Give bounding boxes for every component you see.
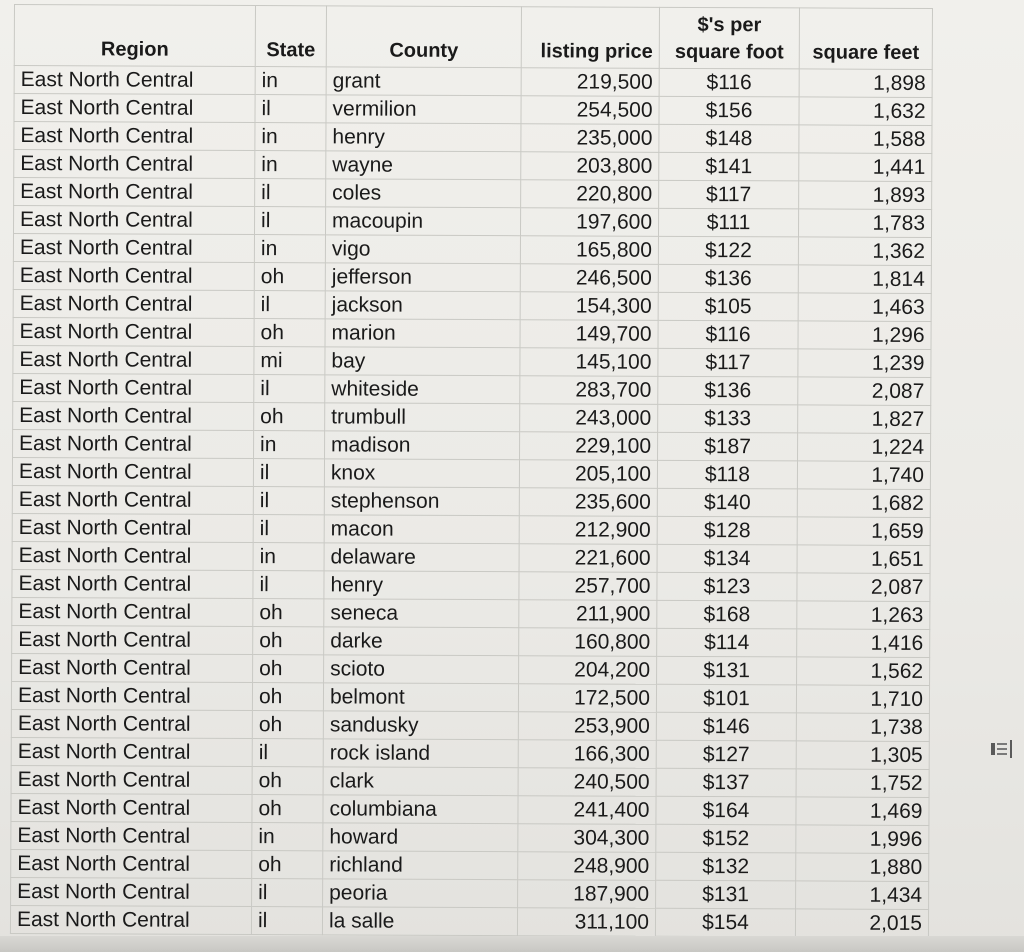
table-row xyxy=(14,150,932,182)
cell-region[interactable]: East North Central xyxy=(13,206,254,235)
cell-county[interactable]: trumbull xyxy=(325,403,520,432)
column-header-listing-price[interactable]: listing price xyxy=(521,7,659,69)
cell-county[interactable]: vigo xyxy=(325,235,520,264)
cell-state[interactable]: il xyxy=(253,515,324,543)
table-row xyxy=(11,709,929,741)
cell-price-per-sqft[interactable]: $128 xyxy=(657,516,797,545)
cell-price-per-sqft[interactable]: $117 xyxy=(658,348,798,377)
cell-region[interactable]: East North Central xyxy=(12,625,253,654)
cell-state[interactable]: il xyxy=(255,179,326,207)
cell-price-per-sqft[interactable]: $152 xyxy=(656,824,796,853)
cell-state[interactable]: mi xyxy=(254,347,325,375)
table-row xyxy=(13,289,931,321)
cell-square-feet[interactable]: 1,416 xyxy=(797,629,930,658)
cell-listing-price[interactable]: 165,800 xyxy=(520,236,658,265)
cell-region[interactable]: East North Central xyxy=(12,569,253,598)
cell-region[interactable]: East North Central xyxy=(11,737,252,766)
table-row xyxy=(12,653,930,685)
cell-price-per-sqft[interactable]: $187 xyxy=(658,432,798,461)
cell-state[interactable]: il xyxy=(254,207,325,235)
cell-listing-price[interactable]: 212,900 xyxy=(519,516,657,545)
cell-state[interactable]: oh xyxy=(253,655,324,683)
cell-format-icon[interactable] xyxy=(990,738,1016,760)
cell-square-feet[interactable]: 1,632 xyxy=(799,97,932,126)
cell-county[interactable]: grant xyxy=(326,67,521,96)
cell-square-feet[interactable]: 1,659 xyxy=(797,517,930,546)
cell-listing-price[interactable]: 154,300 xyxy=(520,292,658,321)
cell-square-feet[interactable]: 1,738 xyxy=(796,713,929,742)
cell-state[interactable]: in xyxy=(253,543,324,571)
table-row xyxy=(14,94,932,126)
cell-square-feet[interactable]: 1,263 xyxy=(797,601,930,630)
cell-listing-price[interactable]: 240,500 xyxy=(518,768,656,797)
sheet-bottom-edge xyxy=(0,936,1024,952)
cell-state[interactable]: in xyxy=(252,823,323,851)
table-row xyxy=(13,317,931,349)
cell-price-per-sqft[interactable]: $111 xyxy=(658,208,798,237)
cell-listing-price[interactable]: 204,200 xyxy=(519,656,657,685)
cell-square-feet[interactable]: 1,469 xyxy=(796,797,929,826)
cell-square-feet[interactable]: 1,996 xyxy=(796,825,929,854)
cell-region[interactable]: East North Central xyxy=(12,485,253,514)
cell-region[interactable]: East North Central xyxy=(14,66,255,95)
cell-county[interactable]: coles xyxy=(326,179,521,208)
column-header-state[interactable]: State xyxy=(255,6,326,67)
table-row xyxy=(11,681,929,713)
table-row xyxy=(12,541,930,573)
table-row xyxy=(12,625,930,657)
cell-square-feet[interactable]: 1,224 xyxy=(798,433,931,462)
cell-listing-price[interactable]: 253,900 xyxy=(518,712,656,741)
cell-county[interactable]: vermilion xyxy=(326,95,521,124)
cell-county[interactable]: sandusky xyxy=(323,711,518,740)
table-row xyxy=(13,373,931,405)
cell-listing-price[interactable]: 246,500 xyxy=(520,264,658,293)
cell-state[interactable]: in xyxy=(255,123,326,151)
cell-region[interactable]: East North Central xyxy=(12,597,253,626)
cell-price-per-sqft[interactable]: $101 xyxy=(656,684,796,713)
cell-listing-price[interactable]: 187,900 xyxy=(518,880,656,909)
cell-price-per-sqft[interactable]: $148 xyxy=(659,124,799,153)
cell-listing-price[interactable]: 197,600 xyxy=(520,208,658,237)
cell-region[interactable]: East North Central xyxy=(13,345,254,374)
table-row xyxy=(12,457,930,489)
cell-state[interactable]: in xyxy=(254,431,325,459)
cell-price-per-sqft[interactable]: $134 xyxy=(657,544,797,573)
cell-region[interactable]: East North Central xyxy=(14,122,255,151)
cell-state[interactable]: oh xyxy=(252,683,323,711)
cell-state[interactable]: in xyxy=(255,67,326,95)
table-row xyxy=(13,345,931,377)
cell-state[interactable]: oh xyxy=(254,263,325,291)
cell-square-feet[interactable]: 1,239 xyxy=(798,349,931,378)
cell-listing-price[interactable]: 172,500 xyxy=(518,684,656,713)
cell-listing-price[interactable]: 219,500 xyxy=(521,68,659,97)
cell-county[interactable]: wayne xyxy=(326,151,521,180)
table-row xyxy=(11,821,929,853)
cell-square-feet[interactable]: 2,087 xyxy=(798,377,931,406)
cell-region[interactable]: East North Central xyxy=(13,317,254,346)
cell-state[interactable]: oh xyxy=(253,627,324,655)
cell-listing-price[interactable]: 311,100 xyxy=(517,908,655,937)
cell-price-per-sqft[interactable]: $114 xyxy=(657,628,797,657)
cell-state[interactable]: il xyxy=(254,291,325,319)
cell-county[interactable]: delaware xyxy=(324,543,519,572)
cell-state[interactable]: il xyxy=(252,739,323,767)
table-row xyxy=(12,597,930,629)
cell-state[interactable]: il xyxy=(251,907,322,935)
cell-region[interactable]: East North Central xyxy=(10,905,251,934)
table-row xyxy=(13,429,931,461)
column-header-price-per-sqft-line2: square foot xyxy=(674,40,784,64)
cell-square-feet[interactable]: 1,880 xyxy=(796,853,929,882)
cell-state[interactable]: oh xyxy=(252,851,323,879)
cell-state[interactable]: il xyxy=(253,459,324,487)
cell-listing-price[interactable]: 248,900 xyxy=(518,852,656,881)
table-row xyxy=(12,513,930,545)
cell-county[interactable]: rock island xyxy=(323,739,518,768)
cell-county[interactable]: henry xyxy=(326,123,521,152)
cell-listing-price[interactable]: 149,700 xyxy=(520,320,658,349)
table-row xyxy=(14,122,932,154)
cell-region[interactable]: East North Central xyxy=(14,94,255,123)
table-row xyxy=(10,905,928,937)
cell-price-per-sqft[interactable]: $156 xyxy=(659,96,799,125)
cell-county[interactable]: knox xyxy=(324,459,519,488)
table-row xyxy=(14,178,932,210)
cell-price-per-sqft[interactable]: $164 xyxy=(656,796,796,825)
cell-region[interactable]: East North Central xyxy=(14,178,255,207)
table-row xyxy=(11,793,929,825)
cell-listing-price[interactable]: 257,700 xyxy=(519,572,657,601)
cell-price-per-sqft[interactable]: $132 xyxy=(656,852,796,881)
cell-region[interactable]: East North Central xyxy=(11,709,252,738)
cell-square-feet[interactable]: 2,087 xyxy=(797,573,930,602)
cell-state[interactable]: il xyxy=(253,571,324,599)
cell-square-feet[interactable]: 1,588 xyxy=(799,125,932,154)
cell-region[interactable]: East North Central xyxy=(13,401,254,430)
table-row xyxy=(12,569,930,601)
cell-listing-price[interactable]: 221,600 xyxy=(519,544,657,573)
cell-county[interactable]: jefferson xyxy=(325,263,520,292)
table-row xyxy=(11,765,929,797)
cell-county[interactable]: whiteside xyxy=(325,375,520,404)
cell-county[interactable]: belmont xyxy=(323,683,518,712)
cell-price-per-sqft[interactable]: $154 xyxy=(655,908,795,937)
cell-listing-price[interactable]: 241,400 xyxy=(518,796,656,825)
cell-listing-price[interactable]: 203,800 xyxy=(521,152,659,181)
cell-price-per-sqft[interactable]: $136 xyxy=(658,264,798,293)
cell-listing-price[interactable]: 220,800 xyxy=(521,180,659,209)
data-table xyxy=(10,4,933,938)
cell-listing-price[interactable]: 160,800 xyxy=(519,628,657,657)
cell-price-per-sqft[interactable]: $146 xyxy=(656,712,796,741)
cell-region[interactable]: East North Central xyxy=(12,513,253,542)
cell-listing-price[interactable]: 304,300 xyxy=(518,824,656,853)
cell-listing-price[interactable]: 205,100 xyxy=(519,460,657,489)
cell-price-per-sqft[interactable]: $136 xyxy=(658,376,798,405)
cell-listing-price[interactable]: 243,000 xyxy=(520,404,658,433)
cell-square-feet[interactable]: 1,463 xyxy=(798,293,931,322)
cell-listing-price[interactable]: 283,700 xyxy=(520,376,658,405)
cell-square-feet[interactable]: 1,441 xyxy=(799,153,932,182)
cell-square-feet[interactable]: 1,434 xyxy=(796,881,929,910)
cell-square-feet[interactable]: 1,710 xyxy=(796,685,929,714)
cell-region[interactable]: East North Central xyxy=(11,765,252,794)
cell-price-per-sqft[interactable]: $133 xyxy=(658,404,798,433)
cell-county[interactable]: columbiana xyxy=(323,795,518,824)
cell-square-feet[interactable]: 1,898 xyxy=(799,69,932,98)
table-row xyxy=(14,66,932,98)
cell-state[interactable]: in xyxy=(254,235,325,263)
cell-square-feet[interactable]: 1,827 xyxy=(798,405,931,434)
cell-state[interactable]: oh xyxy=(252,711,323,739)
cell-state[interactable]: il xyxy=(252,879,323,907)
cell-county[interactable]: clark xyxy=(323,767,518,796)
cell-state[interactable]: oh xyxy=(254,403,325,431)
cell-price-per-sqft[interactable]: $141 xyxy=(659,152,799,181)
table-row xyxy=(11,877,929,909)
cell-price-per-sqft[interactable]: $137 xyxy=(656,768,796,797)
cell-square-feet[interactable]: 1,752 xyxy=(796,769,929,798)
table-row xyxy=(13,206,931,238)
cell-square-feet[interactable]: 1,893 xyxy=(799,181,932,210)
cell-square-feet[interactable]: 1,814 xyxy=(798,265,931,294)
cell-state[interactable]: oh xyxy=(253,599,324,627)
cell-region[interactable]: East North Central xyxy=(11,793,252,822)
cell-state[interactable]: il xyxy=(254,375,325,403)
cell-price-per-sqft[interactable]: $123 xyxy=(657,572,797,601)
cell-state[interactable]: oh xyxy=(254,319,325,347)
cell-county[interactable]: peoria xyxy=(323,879,518,908)
cell-square-feet[interactable]: 1,562 xyxy=(797,657,930,686)
cell-listing-price[interactable]: 254,500 xyxy=(521,96,659,125)
cell-region[interactable]: East North Central xyxy=(12,541,253,570)
cell-county[interactable]: howard xyxy=(323,823,518,852)
column-header-region[interactable]: Region xyxy=(14,5,255,67)
column-header-price-per-sqft[interactable] xyxy=(659,7,799,69)
cell-square-feet[interactable]: 1,296 xyxy=(798,321,931,350)
cell-region[interactable]: East North Central xyxy=(11,821,252,850)
cell-county[interactable]: macoupin xyxy=(325,207,520,236)
cell-county[interactable]: la salle xyxy=(322,907,517,936)
cell-county[interactable]: henry xyxy=(324,571,519,600)
cell-price-per-sqft[interactable]: $116 xyxy=(658,320,798,349)
cell-region[interactable]: East North Central xyxy=(13,429,254,458)
cell-county[interactable]: darke xyxy=(324,627,519,656)
cell-listing-price[interactable]: 235,600 xyxy=(519,488,657,517)
cell-region[interactable]: East North Central xyxy=(13,261,254,290)
cell-price-per-sqft[interactable]: $117 xyxy=(659,180,799,209)
cell-price-per-sqft[interactable]: $127 xyxy=(656,740,796,769)
cell-price-per-sqft[interactable]: $105 xyxy=(658,292,798,321)
cell-square-feet[interactable]: 2,015 xyxy=(795,909,928,938)
cell-state[interactable]: il xyxy=(255,95,326,123)
cell-price-per-sqft[interactable]: $168 xyxy=(657,600,797,629)
cell-listing-price[interactable]: 229,100 xyxy=(520,432,658,461)
cell-region[interactable]: East North Central xyxy=(13,373,254,402)
cell-square-feet[interactable]: 1,783 xyxy=(798,209,931,238)
cell-square-feet[interactable]: 1,740 xyxy=(797,461,930,490)
cell-county[interactable]: macon xyxy=(324,515,519,544)
cell-listing-price[interactable]: 145,100 xyxy=(520,348,658,377)
cell-region[interactable]: East North Central xyxy=(12,653,253,682)
table-row xyxy=(13,234,931,266)
cell-listing-price[interactable]: 235,000 xyxy=(521,124,659,153)
cell-region[interactable]: East North Central xyxy=(11,849,252,878)
cell-price-per-sqft[interactable]: $122 xyxy=(658,236,798,265)
cell-region[interactable]: East North Central xyxy=(11,877,252,906)
cell-county[interactable]: seneca xyxy=(324,599,519,628)
cell-region[interactable]: East North Central xyxy=(13,289,254,318)
header-row xyxy=(14,5,932,70)
cell-listing-price[interactable]: 211,900 xyxy=(519,600,657,629)
cell-region[interactable]: East North Central xyxy=(13,234,254,263)
column-header-price-per-sqft-line1: $'s per xyxy=(697,13,762,37)
column-header-county[interactable]: County xyxy=(326,6,521,68)
cell-state[interactable]: oh xyxy=(252,795,323,823)
cell-region[interactable]: East North Central xyxy=(12,457,253,486)
cell-county[interactable]: jackson xyxy=(325,291,520,320)
table-row xyxy=(13,261,931,293)
cell-county[interactable]: stephenson xyxy=(324,487,519,516)
table-row xyxy=(11,849,929,881)
cell-state[interactable]: il xyxy=(253,487,324,515)
cell-price-per-sqft[interactable]: $118 xyxy=(657,460,797,489)
cell-price-per-sqft[interactable]: $140 xyxy=(657,488,797,517)
cell-price-per-sqft[interactable]: $116 xyxy=(659,68,799,97)
cell-square-feet[interactable]: 1,682 xyxy=(797,489,930,518)
cell-square-feet[interactable]: 1,651 xyxy=(797,545,930,574)
cell-square-feet[interactable]: 1,362 xyxy=(798,237,931,266)
cell-county[interactable]: marion xyxy=(325,319,520,348)
table-row xyxy=(12,485,930,517)
table-row xyxy=(11,737,929,769)
cell-price-per-sqft[interactable]: $131 xyxy=(656,880,796,909)
cell-listing-price[interactable]: 166,300 xyxy=(518,740,656,769)
table-body xyxy=(10,66,932,938)
cell-state[interactable]: in xyxy=(255,151,326,179)
cell-county[interactable]: bay xyxy=(325,347,520,376)
cell-price-per-sqft[interactable]: $131 xyxy=(657,656,797,685)
cell-state[interactable]: oh xyxy=(252,767,323,795)
cell-region[interactable]: East North Central xyxy=(11,681,252,710)
cell-square-feet[interactable]: 1,305 xyxy=(796,741,929,770)
table-row xyxy=(13,401,931,433)
cell-county[interactable]: madison xyxy=(325,431,520,460)
column-header-square-feet[interactable]: square feet xyxy=(799,8,932,70)
cell-county[interactable]: richland xyxy=(323,851,518,880)
cell-county[interactable]: scioto xyxy=(324,655,519,684)
cell-region[interactable]: East North Central xyxy=(14,150,255,179)
